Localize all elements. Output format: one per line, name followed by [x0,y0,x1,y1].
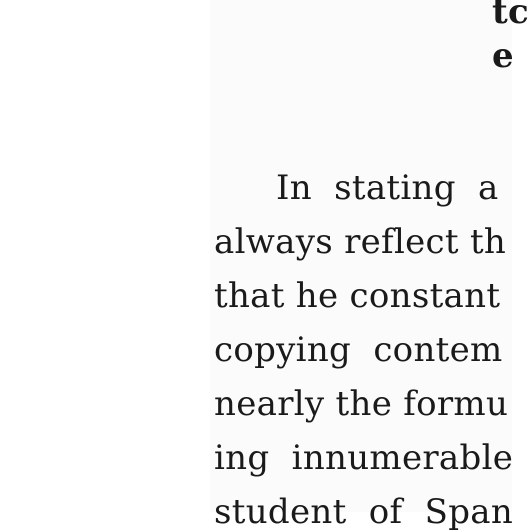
paragraph-line: always reflect th [214,222,507,262]
paragraph-line: student of Span [214,492,514,532]
upper-fragment-line-2: e [492,36,514,76]
paragraph-line: ing innumerable [214,438,514,478]
paragraph-line: copying contem [214,330,503,370]
paragraph-line: that he constant [214,276,501,316]
page-margin [0,0,210,512]
upper-fragment-line-1: tc [492,0,529,32]
paragraph-line: In stating a [276,168,499,208]
paragraph-line: nearly the formu [214,384,509,424]
